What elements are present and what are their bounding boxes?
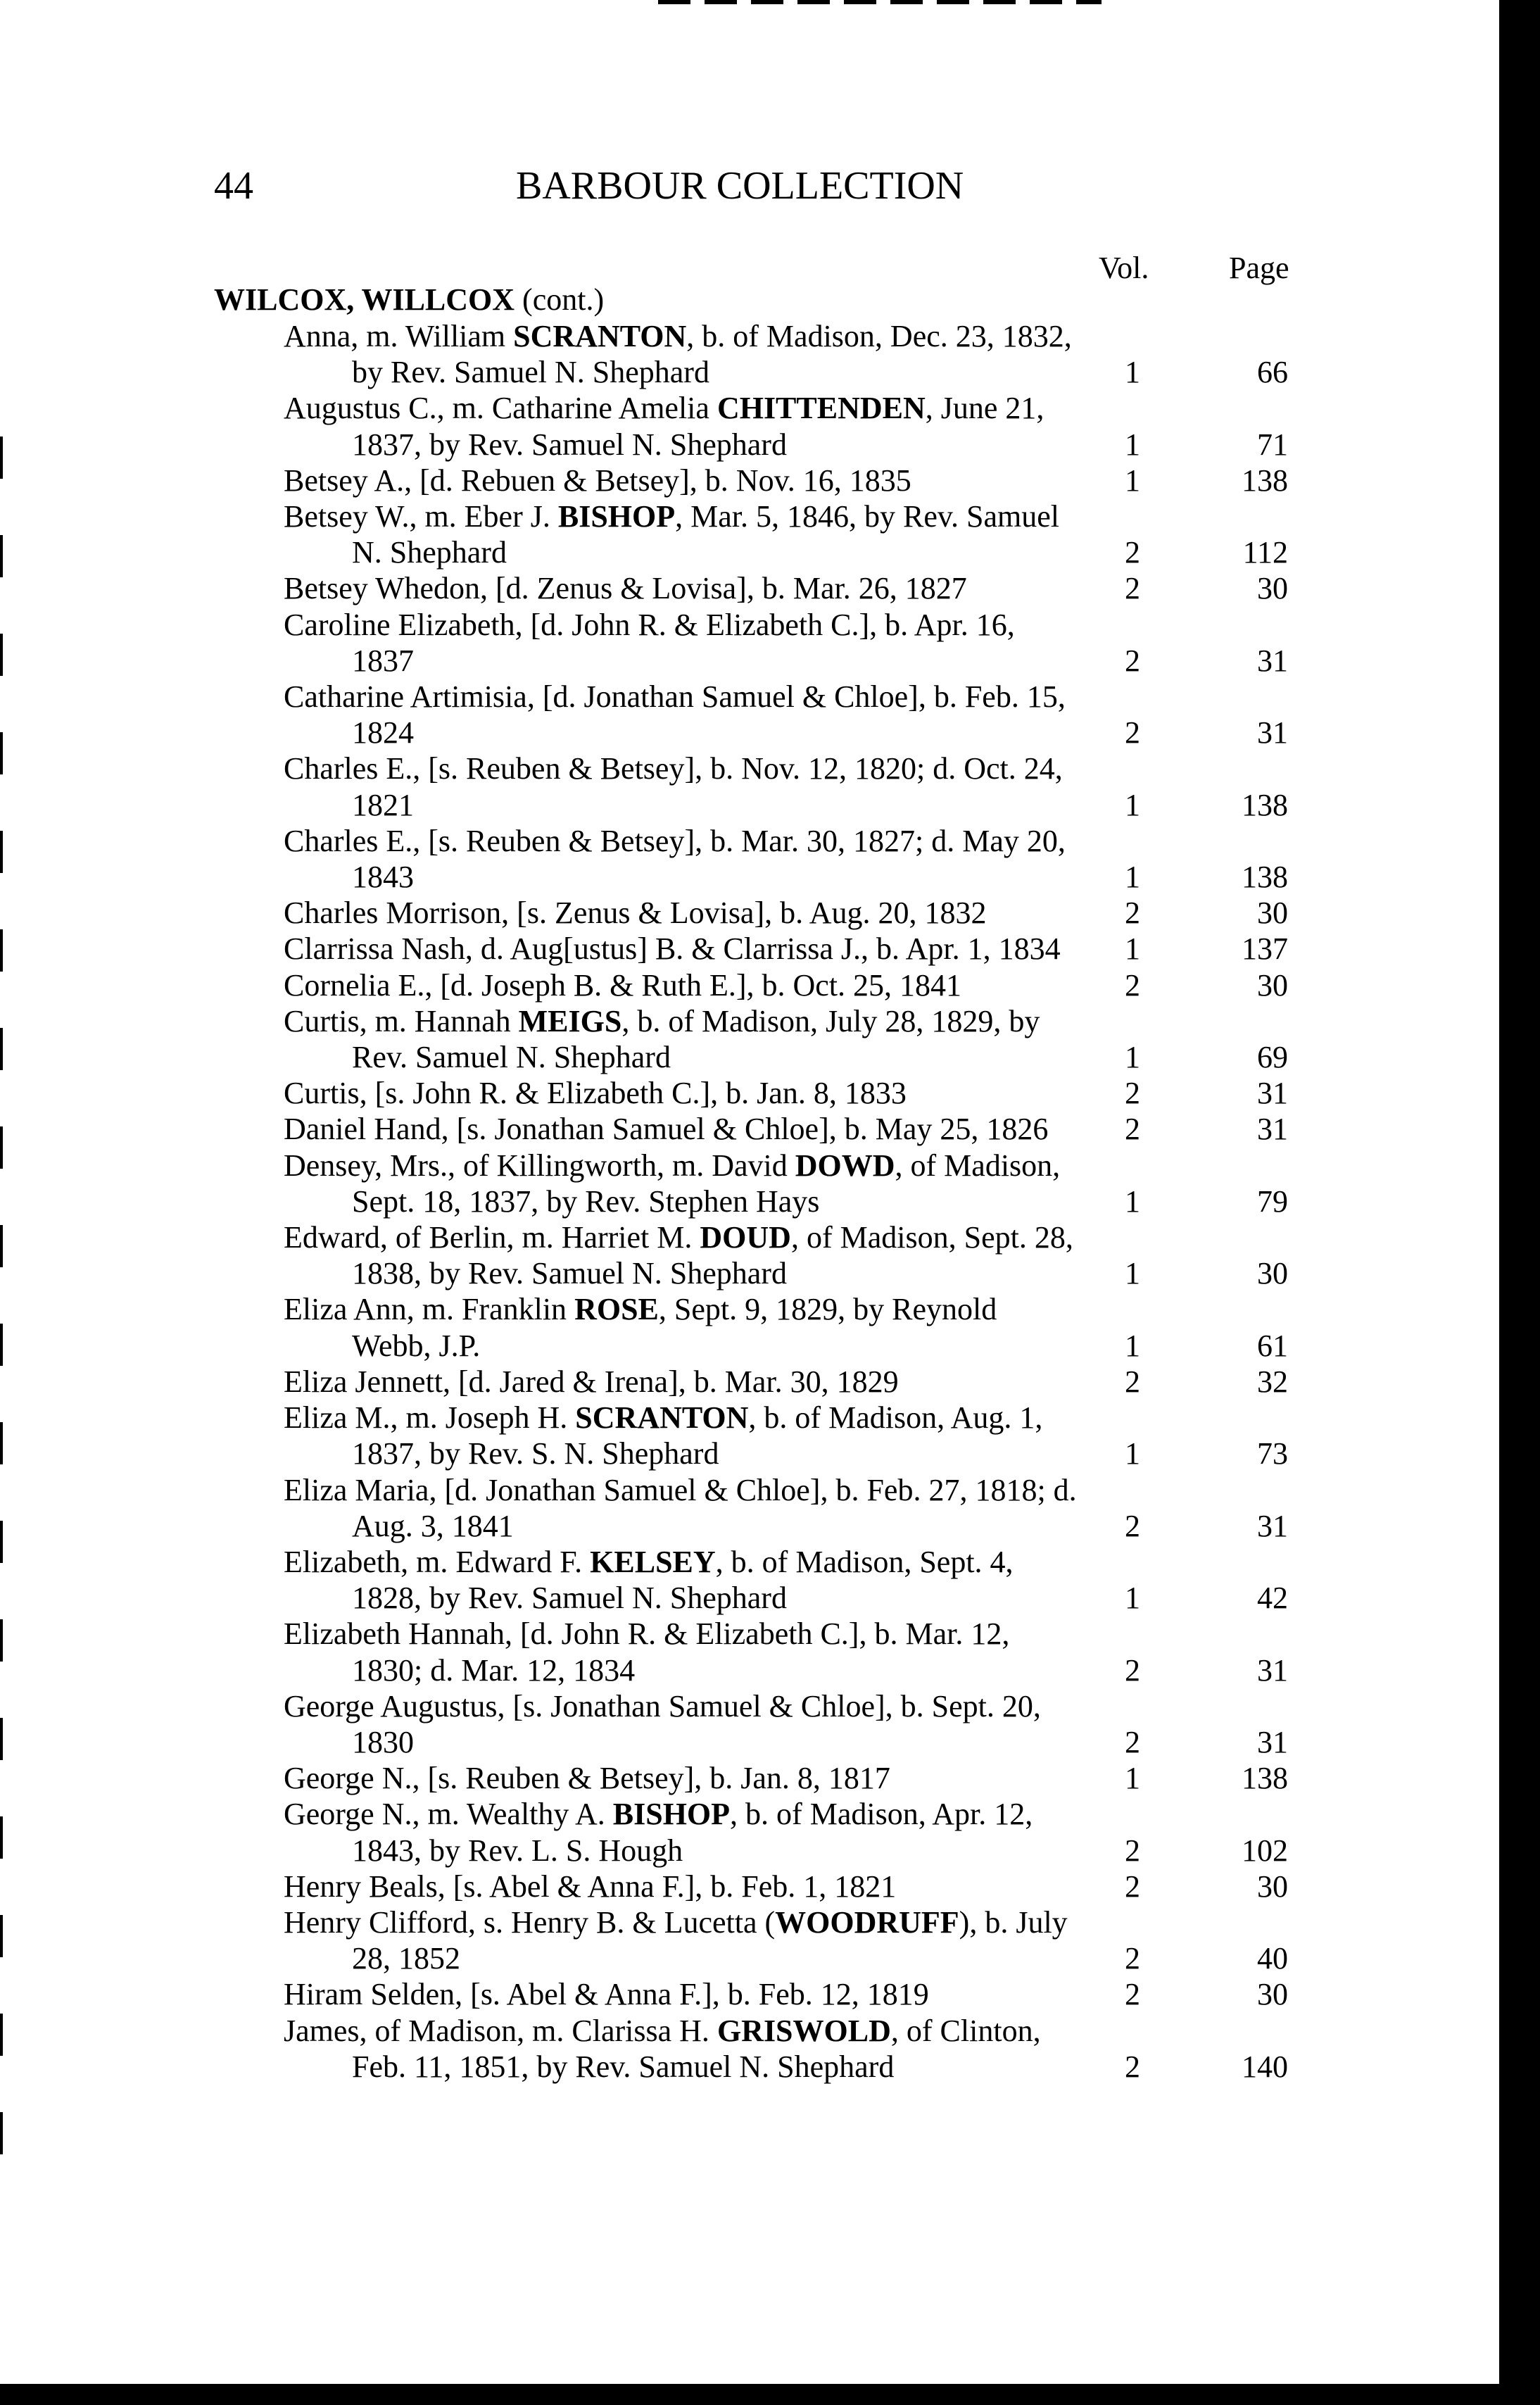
list-item bbox=[0, 1219, 1499, 1291]
entry-text-part: George Augustus, [s. Jonathan Samuel & Chloe], b. Sept. 20, 1830 bbox=[284, 1688, 1041, 1759]
entry-text bbox=[284, 1869, 1077, 1904]
page-reference: 79 bbox=[1257, 1183, 1288, 1219]
entry-text-part: , Mar. 5, 1846, by Rev. Samuel N. Shephard bbox=[352, 499, 1060, 570]
column-header-vol: Vol. bbox=[1099, 251, 1149, 285]
volume-number: 1 bbox=[1125, 427, 1140, 462]
entry-text-part: , b. of Madison, July 28, 1829, by Rev. Samuel N. Shephard bbox=[352, 1003, 1040, 1075]
entry-text-part: , of Madison, Sept. 28, 1838, by Rev. Samuel N. Shephard bbox=[352, 1220, 1073, 1291]
list-item bbox=[0, 1111, 1499, 1147]
entry-text bbox=[284, 1616, 1077, 1688]
list-item bbox=[0, 1291, 1499, 1363]
entry-text bbox=[284, 1688, 1077, 1760]
page-reference: 69 bbox=[1257, 1040, 1288, 1075]
volume-number: 2 bbox=[1125, 1977, 1140, 2012]
spouse-surname: GRISWOLD bbox=[717, 2013, 891, 2048]
volume-number: 2 bbox=[1125, 1112, 1140, 1147]
entry-text-part: Densey, Mrs., of Killingworth, m. David bbox=[284, 1148, 795, 1183]
volume-number: 2 bbox=[1125, 1076, 1140, 1111]
entry-text-part: Hiram Selden, [s. Abel & Anna F.], b. Feb. 12, 1819 bbox=[284, 1977, 929, 2012]
page-reference: 138 bbox=[1242, 463, 1288, 498]
volume-number: 2 bbox=[1125, 2049, 1140, 2084]
page-reference: 30 bbox=[1257, 571, 1288, 606]
page-reference: 138 bbox=[1242, 787, 1288, 822]
volume-number: 1 bbox=[1125, 1183, 1140, 1219]
page-reference: 32 bbox=[1257, 1364, 1288, 1399]
page-reference: 31 bbox=[1257, 1652, 1288, 1688]
list-item bbox=[0, 1148, 1499, 1219]
volume-number: 2 bbox=[1125, 1364, 1140, 1399]
list-item bbox=[0, 1760, 1499, 1796]
volume-number: 2 bbox=[1125, 643, 1140, 678]
list-item bbox=[0, 1976, 1499, 2012]
volume-number: 1 bbox=[1125, 1256, 1140, 1291]
page-reference: 112 bbox=[1242, 535, 1288, 570]
entry-text bbox=[284, 967, 1077, 1003]
spouse-surname: BISHOP bbox=[557, 499, 676, 534]
entry-text-part: ), b. July 28, 1852 bbox=[352, 1904, 1068, 1976]
entry-text bbox=[284, 895, 1077, 931]
scan-artifact-marks bbox=[658, 0, 1102, 4]
entry-text bbox=[284, 1472, 1077, 1544]
entry-text bbox=[284, 1003, 1077, 1075]
list-item bbox=[0, 1544, 1499, 1616]
entry-text bbox=[284, 1544, 1077, 1616]
spouse-surname: WOODRUFF bbox=[775, 1904, 959, 1940]
volume-number: 2 bbox=[1125, 1869, 1140, 1904]
entry-text bbox=[284, 1291, 1077, 1363]
spouse-surname: SCRANTON bbox=[513, 319, 687, 353]
entry-text-part: Betsey Whedon, [d. Zenus & Lovisa], b. Mar. 26, 1827 bbox=[284, 571, 967, 606]
list-item bbox=[0, 1472, 1499, 1544]
page-reference: 73 bbox=[1257, 1436, 1288, 1471]
entry-text-part: George N., m. Wealthy A. bbox=[284, 1797, 613, 1832]
page-reference: 71 bbox=[1257, 427, 1288, 462]
entry-text bbox=[284, 1400, 1077, 1471]
page-reference: 66 bbox=[1257, 355, 1288, 390]
page-reference: 31 bbox=[1257, 1112, 1288, 1147]
entry-text-part: Edward, of Berlin, m. Harriet M. bbox=[284, 1220, 700, 1255]
spouse-surname: KELSEY bbox=[590, 1544, 716, 1579]
entry-text bbox=[284, 823, 1077, 895]
entry-text-part: , b. of Madison, Aug. 1, 1837, by Rev. S. N. Shephard bbox=[352, 1400, 1043, 1471]
entry-text-part: George N., [s. Reuben & Betsey], b. Jan. 8, 1817 bbox=[284, 1761, 890, 1796]
page-reference: 137 bbox=[1242, 931, 1288, 967]
entry-text bbox=[284, 679, 1077, 751]
entry-text bbox=[284, 1904, 1077, 1976]
page-reference: 138 bbox=[1242, 1761, 1288, 1796]
list-item bbox=[0, 390, 1499, 462]
volume-number: 2 bbox=[1125, 1724, 1140, 1759]
entry-text-part: James, of Madison, m. Clarissa H. bbox=[284, 2013, 717, 2048]
list-item bbox=[0, 751, 1499, 822]
volume-number: 2 bbox=[1125, 967, 1140, 1003]
volume-number: 2 bbox=[1125, 715, 1140, 751]
volume-number: 1 bbox=[1125, 787, 1140, 822]
entry-text-part: Elizabeth, m. Edward F. bbox=[284, 1544, 591, 1579]
entry-text-part: Charles E., [s. Reuben & Betsey], b. Nov. 12, 1820; d. Oct. 24, 1821 bbox=[284, 751, 1063, 822]
page-reference: 31 bbox=[1257, 643, 1288, 678]
page-reference: 61 bbox=[1257, 1328, 1288, 1363]
entry-text bbox=[284, 390, 1077, 462]
list-item bbox=[0, 2013, 1499, 2085]
entry-text bbox=[284, 463, 1077, 498]
entry-text-part: , of Clinton, Feb. 11, 1851, by Rev. Samuel N. Shephard bbox=[352, 2013, 1041, 2084]
page-reference: 42 bbox=[1257, 1581, 1288, 1616]
entry-text bbox=[284, 1075, 1077, 1111]
list-item bbox=[0, 318, 1499, 390]
surname-heading bbox=[214, 282, 604, 318]
list-item bbox=[0, 1400, 1499, 1471]
entry-text-part: Elizabeth Hannah, [d. John R. & Elizabeth C.], b. Mar. 12, 1830; d. Mar. 12, 1834 bbox=[284, 1616, 1010, 1688]
page-reference: 102 bbox=[1242, 1833, 1288, 1868]
list-item bbox=[0, 1075, 1499, 1111]
volume-number: 1 bbox=[1125, 1761, 1140, 1796]
page-reference: 30 bbox=[1257, 896, 1288, 931]
spouse-surname: SCRANTON bbox=[575, 1400, 749, 1436]
list-item bbox=[0, 1869, 1499, 1904]
volume-number: 1 bbox=[1125, 463, 1140, 498]
surname-text: WILCOX, WILLCOX bbox=[214, 282, 515, 317]
volume-number: 2 bbox=[1125, 1508, 1140, 1543]
page-reference: 30 bbox=[1257, 1256, 1288, 1291]
page-reference: 31 bbox=[1257, 1724, 1288, 1759]
spouse-surname: CHITTENDEN bbox=[717, 391, 926, 426]
entry-text-part: , of Madison, Sept. 18, 1837, by Rev. Stephen Hays bbox=[352, 1148, 1061, 1219]
entry-text bbox=[284, 931, 1077, 967]
entry-text bbox=[284, 318, 1077, 390]
entry-text-part: Curtis, [s. John R. & Elizabeth C.], b. Jan. 8, 1833 bbox=[284, 1076, 907, 1111]
list-item bbox=[0, 1688, 1499, 1760]
entry-text-part: , Sept. 9, 1829, by Reynold Webb, J.P. bbox=[352, 1292, 997, 1363]
entry-text-part: Clarrissa Nash, d. Aug[ustus] B. & Clarrissa J., b. Apr. 1, 1834 bbox=[284, 931, 1061, 967]
entry-text-part: Eliza Ann, m. Franklin bbox=[284, 1292, 575, 1327]
list-item bbox=[0, 1364, 1499, 1400]
volume-number: 1 bbox=[1125, 1040, 1140, 1075]
entry-text bbox=[284, 570, 1077, 606]
entry-text-part: Daniel Hand, [s. Jonathan Samuel & Chloe], b. May 25, 1826 bbox=[284, 1112, 1049, 1147]
entry-text bbox=[284, 607, 1077, 679]
list-item bbox=[0, 463, 1499, 498]
column-header-page: Page bbox=[1229, 251, 1289, 285]
page-reference: 31 bbox=[1257, 1076, 1288, 1111]
list-item bbox=[0, 607, 1499, 679]
spouse-surname: BISHOP bbox=[612, 1797, 731, 1832]
entry-text-part: Betsey A., [d. Rebuen & Betsey], b. Nov. 16, 1835 bbox=[284, 463, 911, 498]
entry-text-part: Charles E., [s. Reuben & Betsey], b. Mar. 30, 1827; d. May 20, 1843 bbox=[284, 823, 1066, 895]
volume-number: 1 bbox=[1125, 355, 1140, 390]
entry-text-part: Henry Beals, [s. Abel & Anna F.], b. Feb. 1, 1821 bbox=[284, 1869, 897, 1904]
volume-number: 1 bbox=[1125, 1436, 1140, 1471]
list-item bbox=[0, 895, 1499, 931]
entry-text-part: Betsey W., m. Eber J. bbox=[284, 499, 558, 534]
surname-suffix: (cont.) bbox=[515, 282, 605, 317]
entry-text bbox=[284, 1760, 1077, 1796]
page-reference: 138 bbox=[1242, 860, 1288, 895]
entry-text-part: , June 21, 1837, by Rev. Samuel N. Shephard bbox=[352, 391, 1044, 462]
entry-text-part: Henry Clifford, s. Henry B. & Lucetta ( bbox=[284, 1904, 776, 1940]
volume-number: 2 bbox=[1125, 1941, 1140, 1976]
volume-number: 2 bbox=[1125, 571, 1140, 606]
list-item bbox=[0, 498, 1499, 570]
entry-text-part: Augustus C., m. Catharine Amelia bbox=[284, 391, 717, 426]
entry-text bbox=[284, 1219, 1077, 1291]
entry-text bbox=[284, 2013, 1077, 2085]
list-item bbox=[0, 1616, 1499, 1688]
entry-text-part: Eliza Maria, [d. Jonathan Samuel & Chloe], b. Feb. 27, 1818; d. Aug. 3, 1841 bbox=[284, 1472, 1077, 1543]
page-title: BARBOUR COLLECTION bbox=[516, 164, 964, 208]
entry-text-part: Charles Morrison, [s. Zenus & Lovisa], b. Aug. 20, 1832 bbox=[284, 896, 987, 931]
volume-number: 1 bbox=[1125, 1581, 1140, 1616]
entry-text-part: Caroline Elizabeth, [d. John R. & Elizabeth C.], b. Apr. 16, 1837 bbox=[284, 607, 1015, 678]
page-reference: 31 bbox=[1257, 1508, 1288, 1543]
volume-number: 2 bbox=[1125, 535, 1140, 570]
volume-number: 2 bbox=[1125, 1652, 1140, 1688]
entry-text bbox=[284, 1148, 1077, 1219]
entry-text bbox=[284, 1364, 1077, 1400]
entry-text bbox=[284, 1976, 1077, 2012]
spouse-surname: ROSE bbox=[574, 1292, 659, 1327]
list-item bbox=[0, 679, 1499, 751]
entry-text-part: , b. of Madison, Dec. 23, 1832, by Rev. Samuel N. Shephard bbox=[352, 319, 1072, 390]
volume-number: 1 bbox=[1125, 1328, 1140, 1363]
spouse-surname: DOUD bbox=[700, 1220, 791, 1255]
list-item bbox=[0, 823, 1499, 895]
spouse-surname: DOWD bbox=[795, 1148, 895, 1183]
page-reference: 30 bbox=[1257, 1977, 1288, 2012]
spouse-surname: MEIGS bbox=[518, 1003, 622, 1038]
volume-number: 2 bbox=[1125, 1833, 1140, 1868]
entry-text bbox=[284, 1111, 1077, 1147]
entry-list bbox=[0, 318, 1499, 2085]
volume-number: 1 bbox=[1125, 860, 1140, 895]
page-number: 44 bbox=[214, 164, 253, 208]
entry-text bbox=[284, 498, 1077, 570]
page-reference: 31 bbox=[1257, 715, 1288, 751]
entry-text-part: , b. of Madison, Sept. 4, 1828, by Rev. Samuel N. Shephard bbox=[352, 1544, 1014, 1616]
list-item bbox=[0, 1904, 1499, 1976]
entry-text bbox=[284, 751, 1077, 822]
entry-text-part: Eliza M., m. Joseph H. bbox=[284, 1400, 576, 1436]
entry-text-part: Curtis, m. Hannah bbox=[284, 1003, 519, 1038]
entry-text-part: Eliza Jennett, [d. Jared & Irena], b. Mar. 30, 1829 bbox=[284, 1364, 899, 1399]
page-reference: 140 bbox=[1242, 2049, 1288, 2084]
list-item bbox=[0, 1796, 1499, 1868]
list-item bbox=[0, 1003, 1499, 1075]
list-item bbox=[0, 570, 1499, 606]
page-reference: 40 bbox=[1257, 1941, 1288, 1976]
volume-number: 1 bbox=[1125, 931, 1140, 967]
list-item bbox=[0, 967, 1499, 1003]
entry-text-part: , b. of Madison, Apr. 12, 1843, by Rev. L. S. Hough bbox=[352, 1797, 1033, 1868]
list-item bbox=[0, 931, 1499, 967]
entry-text-part: Anna, m. William bbox=[284, 319, 514, 353]
entry-text-part: Catharine Artimisia, [d. Jonathan Samuel & Chloe], b. Feb. 15, 1824 bbox=[284, 679, 1066, 751]
page-reference: 30 bbox=[1257, 967, 1288, 1003]
page-reference: 30 bbox=[1257, 1869, 1288, 1904]
volume-number: 2 bbox=[1125, 896, 1140, 931]
entry-text bbox=[284, 1796, 1077, 1868]
entry-text-part: Cornelia E., [d. Joseph B. & Ruth E.], b. Oct. 25, 1841 bbox=[284, 967, 962, 1003]
